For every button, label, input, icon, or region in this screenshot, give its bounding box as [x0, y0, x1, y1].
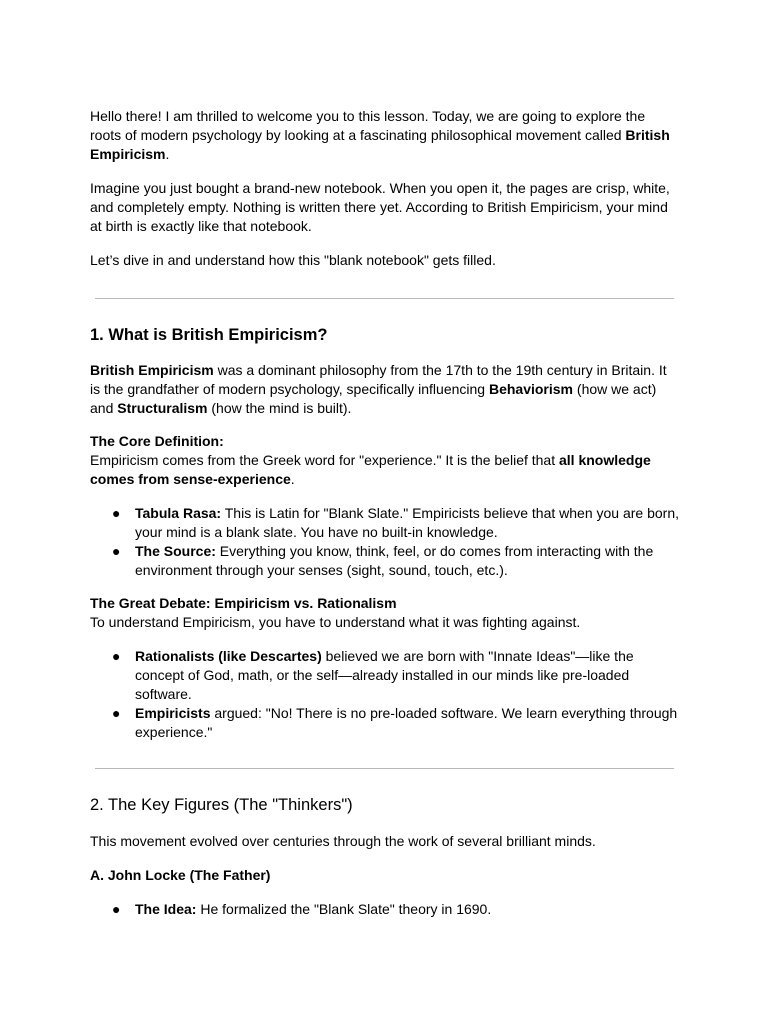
- intro-paragraph-1-bold: British Empiricism: [90, 127, 670, 162]
- list-item-bold: Empiricists: [135, 705, 211, 721]
- list-item-text: He formalized the "Blank Slate" theory in 1690.: [196, 901, 492, 917]
- bullet-icon: ●: [112, 505, 121, 521]
- john-locke-list: [90, 900, 680, 919]
- term-british-empiricism: British Empiricism: [90, 362, 214, 378]
- core-definition-bold: all knowledge comes from sense-experience: [90, 452, 651, 487]
- section-1-paragraph: [90, 361, 680, 418]
- intro-paragraph-1-end: .: [165, 146, 170, 162]
- bullet-icon: ●: [112, 705, 121, 721]
- great-debate-list: [90, 647, 680, 742]
- list-item: [90, 504, 680, 542]
- list-item: [90, 647, 680, 704]
- list-item: [90, 900, 680, 919]
- section-1-heading: 1. What is British Empiricism?: [90, 326, 328, 344]
- core-definition-text: Empiricism comes from the Greek word for "experience." It is the belief that: [90, 452, 559, 468]
- list-item-text: Everything you know, think, feel, or do comes from interacting with the environment through your senses (sight, sound, touch, etc.).: [135, 543, 654, 578]
- john-locke-heading: A. John Locke (The Father): [90, 867, 271, 883]
- section-divider-1: [95, 298, 674, 299]
- section-divider-2: [95, 768, 674, 769]
- bullet-icon: ●: [112, 543, 121, 559]
- section-1-paragraph-text-2: (how we act) and: [90, 381, 657, 416]
- list-item-bold: The Source:: [135, 543, 216, 559]
- bullet-icon: ●: [112, 901, 121, 917]
- document-body: [90, 107, 680, 919]
- list-item: [90, 542, 680, 580]
- intro-paragraph-2: Imagine you just bought a brand-new notebook. When you open it, the pages are crisp, white, and completely empty. Nothing is written there yet. According to British Empiricism, your mind at birth is exactly like that notebook.: [90, 180, 670, 234]
- intro-paragraph-3: Let’s dive in and understand how this "blank notebook" gets filled.: [90, 252, 496, 268]
- core-definition-paragraph: [90, 451, 680, 489]
- list-item-text: believed we are born with "Innate Ideas"—like the concept of God, math, or the self—already installed in our minds like pre-loaded software.: [135, 648, 634, 702]
- term-structuralism: Structuralism: [117, 400, 208, 416]
- term-behaviorism: Behaviorism: [488, 381, 574, 397]
- great-debate-paragraph: To understand Empiricism, you have to understand what it was fighting against.: [90, 614, 581, 630]
- bullet-icon: ●: [112, 648, 121, 664]
- section-2-intro: This movement evolved over centuries through the work of several brilliant minds.: [90, 833, 596, 849]
- section-2-heading: 2. The Key Figures (The "Thinkers"): [90, 796, 353, 814]
- list-item-text: argued: "No! There is no pre-loaded software. We learn everything through experience.": [135, 705, 678, 740]
- list-item: [90, 704, 680, 742]
- intro-paragraph-1-text: Hello there! I am thrilled to welcome you to this lesson. Today, we are going to explore the roots of modern psychology by looking at a fascinating philosophical movement called: [90, 108, 646, 143]
- list-item-text: This is Latin for "Blank Slate." Empiricists believe that when you are born, your mind is a blank slate. You have no built-in knowledge.: [135, 505, 680, 540]
- core-definition-list: [90, 504, 680, 580]
- core-definition-heading: The Core Definition:: [90, 433, 224, 449]
- list-item-bold: Rationalists (like Descartes): [135, 648, 322, 664]
- section-1-paragraph-text-3: (how the mind is built).: [207, 400, 352, 416]
- intro-paragraph-1: [90, 107, 680, 164]
- core-definition-end: .: [290, 471, 295, 487]
- great-debate-heading: The Great Debate: Empiricism vs. Rationalism: [90, 595, 397, 611]
- list-item-bold: The Idea:: [135, 901, 197, 917]
- list-item-bold: Tabula Rasa:: [135, 505, 222, 521]
- section-1-paragraph-text-1: was a dominant philosophy from the 17th to the 19th century in Britain. It is the grandfather of modern psychology, specifically influencing: [90, 362, 667, 397]
